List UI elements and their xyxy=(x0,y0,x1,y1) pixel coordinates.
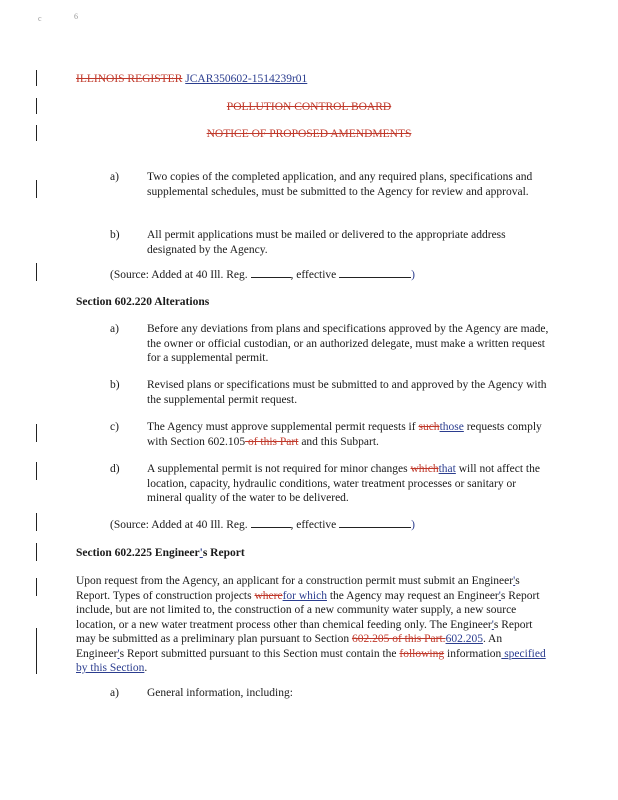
source-text: (Source: Added at 40 Ill. Reg. xyxy=(110,269,248,281)
subsection-text: Before any deviations from plans and specifications approved by the Agency are made, the owner or official custodian, or an authorized delegate, must make a written request for a supplemental permit. xyxy=(147,323,549,364)
inserted-text: ' xyxy=(513,575,516,587)
subsection-text: All permit applications must be mailed or delivered to the appropriate address designated by the Agency. xyxy=(147,229,506,256)
subsection-c xyxy=(110,420,550,450)
section-paragraph xyxy=(76,574,550,676)
inserted-text: ' xyxy=(498,589,501,602)
text-run: Upon request from the Agency, an applicant for a construction permit must submit an Engineer xyxy=(76,575,514,587)
source-text: (Source: Added at 40 Ill. Reg. xyxy=(110,519,248,531)
heading-text: Section 602.225 Engineer xyxy=(76,547,200,559)
deleted-text: 602.205 of this Part. xyxy=(351,633,446,645)
source-note xyxy=(110,518,415,531)
section-heading xyxy=(76,547,245,559)
inserted-text: ' xyxy=(117,647,120,660)
text-run: s Report. Types of construction projects xyxy=(76,575,520,602)
text-run: The Agency must approve supplemental permit requests if xyxy=(147,421,419,433)
subsection-text xyxy=(147,420,552,449)
subsection-text: Two copies of the completed application, and any required plans, specifications and supplemental schedules, must be submitted to the Agency for review and approval. xyxy=(147,171,533,198)
change-bar xyxy=(36,462,37,480)
change-bar xyxy=(36,424,37,442)
text-run: the Agency may request an Engineer xyxy=(326,589,499,602)
subsection-a xyxy=(110,322,550,366)
margin-mark: 6 xyxy=(74,12,78,21)
source-note xyxy=(110,268,415,281)
margin-mark: c xyxy=(38,14,42,23)
subsection-d xyxy=(110,462,550,506)
subsection-text: Revised plans or specifications must be submitted to and approved by the Agency with the supplemental permit request. xyxy=(147,379,547,406)
change-bar xyxy=(36,543,37,561)
blank-line xyxy=(339,268,411,278)
deleted-text: of this Part xyxy=(245,435,299,448)
subsection-label: a) xyxy=(110,687,119,699)
register-header xyxy=(76,73,307,85)
inserted-text: that xyxy=(438,463,456,475)
source-text: , effective xyxy=(290,269,337,281)
text-run: s Report submitted pursuant to this Section must contain the xyxy=(119,647,400,660)
subsection-text: General information, including: xyxy=(147,687,293,699)
subsection-b-prev xyxy=(110,228,550,258)
inserted-text: for which xyxy=(282,589,327,602)
subsection-label: b) xyxy=(110,229,120,241)
text-run: A supplemental permit is not required for minor changes xyxy=(147,463,411,475)
subsection-label: a) xyxy=(110,323,119,335)
text-run: information xyxy=(444,647,502,660)
text-run: and this Subpart. xyxy=(298,435,379,448)
register-code-inserted: JCAR350602-1514239r01 xyxy=(185,73,308,85)
inserted-text: specified by this Section xyxy=(76,647,546,674)
subsection-label: b) xyxy=(110,379,120,391)
source-text: , effective xyxy=(290,519,337,531)
deleted-text: such xyxy=(418,421,440,433)
text-run: s Report may be submitted as a preliminary plan pursuant to Section xyxy=(76,618,533,645)
blank-line xyxy=(251,518,291,528)
subsection-label: c) xyxy=(110,421,119,433)
subsection-a-prev xyxy=(110,170,550,214)
text-run: requests comply with Section 602.105 xyxy=(147,421,542,448)
text-run: s Report include, but are not limited to, the construction of a new community water supply, a new source location, or a new water treatment process other than chemical feeding only. The Engineer xyxy=(76,589,540,631)
blank-line xyxy=(251,268,291,278)
register-title-deleted: ILLINOIS REGISTER xyxy=(76,73,183,85)
deleted-text: following xyxy=(399,647,445,660)
section-heading: Section 602.220 Alterations xyxy=(76,296,210,308)
source-close: ) xyxy=(411,519,416,531)
notice-title: NOTICE OF PROPOSED AMENDMENTS xyxy=(206,128,412,140)
change-bar xyxy=(36,513,37,531)
change-bar xyxy=(36,628,37,674)
source-close: ) xyxy=(411,269,416,281)
inserted-text: those xyxy=(439,421,464,433)
subsection-label: a) xyxy=(110,171,119,183)
subsection-a-general xyxy=(110,686,550,702)
change-bar xyxy=(36,578,37,596)
heading-text: s Report xyxy=(202,547,245,559)
subsection-label: d) xyxy=(110,463,120,475)
change-bar xyxy=(36,263,37,281)
inserted-text: ' xyxy=(491,618,494,631)
subsection-text xyxy=(147,462,552,506)
deleted-text: which xyxy=(410,463,439,475)
blank-line xyxy=(339,518,411,528)
text-run: will not affect the location, capacity, hydraulic conditions, water treatment processes or sanitary or mineral quality of the water to be delivered. xyxy=(147,463,540,504)
inserted-text: ' xyxy=(199,547,203,559)
board-title: POLLUTION CONTROL BOARD xyxy=(226,101,392,113)
deleted-text: where xyxy=(254,589,283,602)
text-run: . An Engineer xyxy=(76,633,503,660)
change-bar xyxy=(36,180,37,198)
subsection-b xyxy=(110,378,550,408)
change-bar xyxy=(36,70,37,86)
text-run: . xyxy=(144,662,148,674)
inserted-text: 602.205 xyxy=(445,633,483,645)
